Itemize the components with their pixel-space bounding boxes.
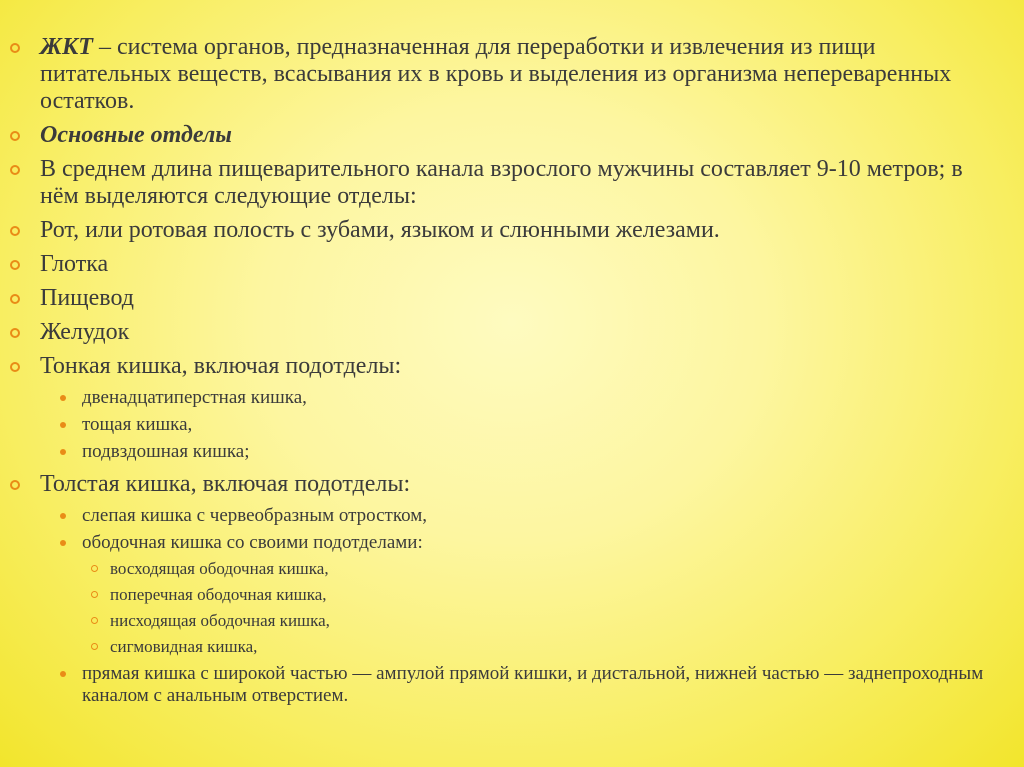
list-item-large-intestine	[0, 471, 1000, 498]
mouth-text: Рот, или ротовая полость с зубами, языком и слюнными железами.	[40, 217, 720, 243]
sub-list-item	[0, 505, 1000, 527]
small-ring-bullet-icon	[91, 617, 98, 624]
stomach-text: Желудок	[40, 319, 130, 345]
cecum-text: слепая кишка с червеобразным отростком,	[82, 505, 428, 526]
list-item-esophagus	[0, 285, 1000, 312]
dot-bullet-icon	[60, 513, 66, 519]
ring-bullet-icon	[10, 131, 20, 141]
dot-bullet-icon	[60, 540, 66, 546]
dot-bullet-icon	[60, 422, 66, 428]
sub-list-item	[0, 441, 1000, 463]
slide-content	[0, 34, 1000, 712]
esophagus-text: Пищевод	[40, 285, 134, 311]
small-ring-bullet-icon	[91, 591, 98, 598]
definition-text: – система органов, предназначенная для переработки и извлечения из пищи питательных веществ, всасывания их в кровь и выделения из организма непереваренных остатков.	[40, 34, 952, 114]
list-item-small-intestine	[0, 353, 1000, 380]
ring-bullet-icon	[10, 328, 20, 338]
ring-bullet-icon	[10, 165, 20, 175]
sub-item-text: тощая кишка,	[82, 414, 193, 435]
sub-list-item	[0, 532, 1000, 554]
colon-part-text: сигмовидная кишка,	[110, 637, 258, 656]
colon-text: ободочная кишка со своими подотделами:	[82, 532, 423, 553]
heading-item	[0, 122, 1000, 149]
dot-bullet-icon	[60, 449, 66, 455]
length-note-item	[0, 156, 1000, 210]
sub-item-text: подвздошная кишка;	[82, 441, 250, 462]
length-note-text: В среднем длина пищеварительного канала взрослого мужчины составляет 9-10 метров; в нём выделяются следующие отделы:	[40, 156, 963, 209]
list-item-pharynx	[0, 251, 1000, 278]
ring-bullet-icon	[10, 362, 20, 372]
dot-bullet-icon	[60, 671, 66, 677]
sub-list-item	[0, 414, 1000, 436]
sub-sub-list-item	[0, 559, 1000, 579]
small-intestine-text: Тонкая кишка, включая подотделы:	[40, 353, 402, 379]
sub-sub-list-item	[0, 637, 1000, 657]
sub-list-item	[0, 663, 1000, 707]
sub-sub-list-item	[0, 585, 1000, 605]
large-intestine-text: Толстая кишка, включая подотделы:	[40, 471, 411, 497]
definition-item	[0, 34, 1000, 115]
colon-part-text: нисходящая ободочная кишка,	[110, 611, 330, 630]
section-heading: Основные отделы	[40, 122, 232, 148]
list-item-mouth	[0, 217, 1000, 244]
term: ЖКТ	[40, 34, 93, 60]
sub-list-item	[0, 387, 1000, 409]
colon-part-text: восходящая ободочная кишка,	[110, 559, 329, 578]
small-ring-bullet-icon	[91, 565, 98, 572]
ring-bullet-icon	[10, 260, 20, 270]
ring-bullet-icon	[10, 43, 20, 53]
ring-bullet-icon	[10, 294, 20, 304]
colon-part-text: поперечная ободочная кишка,	[110, 585, 327, 604]
dot-bullet-icon	[60, 395, 66, 401]
pharynx-text: Глотка	[40, 251, 109, 277]
sub-item-text: двенадцатиперстная кишка,	[82, 387, 307, 408]
rectum-text: прямая кишка с широкой частью — ампулой прямой кишки, и дистальной, нижней частью — заднепроходным каналом с анальным отверстием.	[82, 663, 984, 706]
ring-bullet-icon	[10, 226, 20, 236]
ring-bullet-icon	[10, 480, 20, 490]
small-ring-bullet-icon	[91, 643, 98, 650]
list-item-stomach	[0, 319, 1000, 346]
sub-sub-list-item	[0, 611, 1000, 631]
